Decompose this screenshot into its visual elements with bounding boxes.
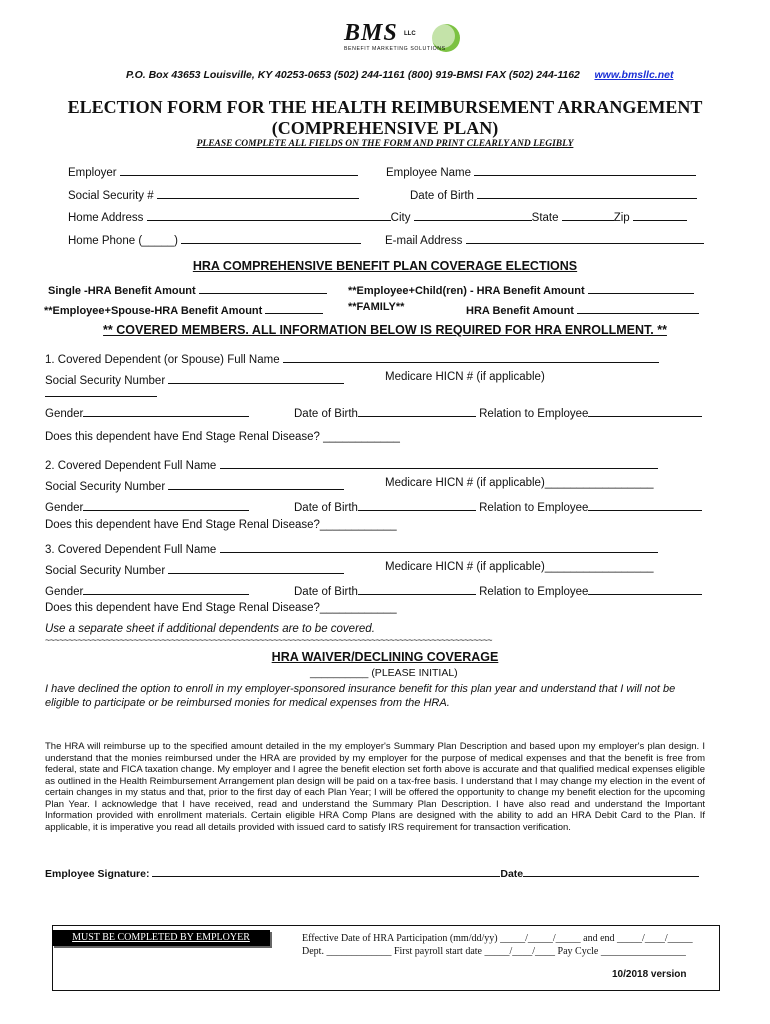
dep1-gender-field[interactable] xyxy=(45,404,249,420)
dep2-dob-label: Date of Birth xyxy=(294,502,358,514)
dep1-dob-line[interactable] xyxy=(358,404,476,417)
dep3-ssn-line[interactable] xyxy=(168,561,344,574)
dep3-gender-line[interactable] xyxy=(83,582,249,595)
employer-section-label-text: MUST BE COMPLETED BY EMPLOYER xyxy=(72,932,250,943)
covered-members-heading: ** COVERED MEMBERS. ALL INFORMATION BELOW IS REQUIRED FOR HRA ENROLLMENT. ** xyxy=(103,323,667,337)
dep3-gender-label: Gender xyxy=(45,586,84,598)
dob-label: Date of Birth xyxy=(410,190,474,202)
dep2-gender-label: Gender xyxy=(45,502,84,514)
dep1-ssn-label: Social Security Number xyxy=(45,375,166,387)
zip-line[interactable] xyxy=(633,208,687,221)
dep3-gender-field[interactable] xyxy=(45,582,249,598)
waiver-initial-field[interactable]: __________ (PLEASE INITIAL) xyxy=(310,667,458,679)
emp-spouse-amount-field[interactable] xyxy=(44,301,323,317)
dep1-dob-label: Date of Birth xyxy=(294,408,358,420)
home-address-line[interactable] xyxy=(147,208,391,221)
dep1-gender-label: Gender xyxy=(45,408,84,420)
emp-spouse-amount-label: **Employee+Spouse-HRA Benefit Amount xyxy=(44,305,263,317)
form-instructions: PLEASE COMPLETE ALL FIELDS ON THE FORM AND PRINT CLEARLY AND LEGIBLY xyxy=(196,139,574,149)
city-line[interactable] xyxy=(414,208,532,221)
ssn-label: Social Security # xyxy=(68,190,154,202)
dep1-medicare-label: Medicare HICN # (if applicable) xyxy=(385,371,545,383)
company-address: P.O. Box 43653 Louisville, KY 40253-0653 (502) 244-1161 (800) 919-BMSI FAX (502) 244-1162 xyxy=(126,69,580,81)
email-line[interactable] xyxy=(466,231,704,244)
dep1-name-line[interactable] xyxy=(283,350,659,363)
employer-line[interactable] xyxy=(120,163,358,176)
dob-field[interactable] xyxy=(410,186,697,202)
dep3-dob-line[interactable] xyxy=(358,582,476,595)
emp-child-amount-line[interactable] xyxy=(588,281,694,294)
employee-name-field[interactable] xyxy=(386,163,696,179)
website-link[interactable]: www.bmsllc.net xyxy=(594,69,674,81)
logo-text: BMS xyxy=(344,20,398,46)
waiver-heading: HRA WAIVER/DECLINING COVERAGE xyxy=(271,650,499,664)
dep3-medicare-field[interactable]: Medicare HICN # (if applicable)_________________ xyxy=(385,561,654,573)
dep3-relation-label: Relation to Employee xyxy=(479,586,589,598)
terms-paragraph: The HRA will reimburse up to the specified amount detailed in the my employer's Summary Plan Description and based upon my employer's plan design. I understand that the monies reimbursed under the HRA are provided by my employer for the purpose of medical expenses and that the benefit is free from federal, state and FICA taxation change. My employer and I agree the benefit election set forth above is accurate and that qualified medical expenses eligible as outlined in the Health Reimbursement Arrangement plan design will be paid on a tax-free basis. I understand that I may change my election in the event of certain changes in my status and that, prior to the first day of each Plan Year; I will be offered the opportunity to change my benefit election for the upcoming Plan Year. I acknowledge that I have received, read and understand the Summary Plan Description. I have also read and understand the Important Information provided with enrollment materials. Certain eligible HRA Comp Plans are designed with the ability to add an HRA Debit Card to the Plan. If applicable, it is imperative you read all details provided with issued card to satisfy IRS requirement for transaction verification. xyxy=(45,741,705,833)
employer-section-label xyxy=(52,930,270,946)
single-amount-label: Single -HRA Benefit Amount xyxy=(48,285,196,297)
dep3-name-field[interactable] xyxy=(45,540,658,556)
dep3-dob-label: Date of Birth xyxy=(294,586,358,598)
dep2-relation-line[interactable] xyxy=(588,498,702,511)
emp-spouse-amount-line[interactable] xyxy=(265,301,323,314)
state-line[interactable] xyxy=(562,208,614,221)
dep2-name-line[interactable] xyxy=(220,456,658,469)
dep2-dob-field[interactable] xyxy=(294,498,702,514)
ssn-line[interactable] xyxy=(157,186,359,199)
home-address-field[interactable] xyxy=(68,208,687,224)
dep2-ssn-label: Social Security Number xyxy=(45,481,166,493)
zip-label: Zip xyxy=(613,212,630,224)
form-title-sub: (COMPREHENSIVE PLAN) xyxy=(271,118,499,138)
employer-field[interactable] xyxy=(68,163,358,179)
logo-tagline: BENEFIT MARKETING SOLUTIONS xyxy=(344,46,446,52)
email-label: E-mail Address xyxy=(385,235,463,247)
dep2-renal-question[interactable]: Does this dependent have End Stage Renal Disease?____________ xyxy=(45,519,397,531)
employee-name-label: Employee Name xyxy=(386,167,472,179)
single-amount-line[interactable] xyxy=(199,281,327,294)
city-label: City xyxy=(390,212,411,224)
dep1-medicare-line[interactable] xyxy=(45,384,157,397)
dep2-relation-label: Relation to Employee xyxy=(479,502,589,514)
state-label: State xyxy=(531,212,559,224)
home-address-label: Home Address xyxy=(68,212,144,224)
family-amount-field[interactable] xyxy=(466,301,699,317)
dep1-relation-label: Relation to Employee xyxy=(479,408,589,420)
dep2-medicare-field[interactable]: Medicare HICN # (if applicable)_________________ xyxy=(385,477,654,489)
dep3-relation-line[interactable] xyxy=(588,582,702,595)
separate-sheet-note: Use a separate sheet if additional dependents are to be covered. xyxy=(45,623,375,635)
emp-child-amount-field[interactable] xyxy=(348,281,694,297)
signature-line[interactable] xyxy=(152,864,500,877)
home-phone-label: Home Phone (_____) xyxy=(68,235,178,247)
dep2-gender-line[interactable] xyxy=(83,498,249,511)
bms-logo xyxy=(344,22,460,56)
waiver-text: I have declined the option to enroll in my employer-sponsored insurance benefit for this plan year and understand that I will not be eligible to participate or be reimbursed monies for medical expenses from the HRA. xyxy=(45,683,676,709)
dep1-renal-question[interactable]: Does this dependent have End Stage Renal Disease? ____________ xyxy=(45,431,400,443)
signature-date-label: Date xyxy=(500,868,524,880)
dep2-dob-line[interactable] xyxy=(358,498,476,511)
family-amount-label: HRA Benefit Amount xyxy=(466,305,574,317)
family-amount-line[interactable] xyxy=(577,301,699,314)
dep1-relation-line[interactable] xyxy=(588,404,702,417)
dept-payroll-field[interactable]: Dept. _____________ First payroll start date _____/____/____ Pay Cycle _________________ xyxy=(302,946,686,957)
dep2-ssn-field[interactable] xyxy=(45,477,344,493)
dep2-gender-field[interactable] xyxy=(45,498,249,514)
logo-suffix: LLC xyxy=(404,31,416,37)
emp-child-amount-label: **Employee+Child(ren) - HRA Benefit Amount xyxy=(348,285,585,297)
tilde-divider: ~~~~~~~~~~~~~~~~~~~~~~~~~~~~~~~~~~~~~~~~~~~~~~~~~~~~~~~~~~~~~~~~~~~~~~~~~~~~~~~~~~~~~~~~~~~~~~~~ xyxy=(45,635,492,645)
dep3-ssn-label: Social Security Number xyxy=(45,565,166,577)
dep3-name-label: 3. Covered Dependent Full Name xyxy=(45,544,217,556)
dep1-name-field[interactable] xyxy=(45,350,659,366)
dep2-name-label: 2. Covered Dependent Full Name xyxy=(45,460,217,472)
form-version: 10/2018 version xyxy=(612,969,687,980)
family-label: **FAMILY** xyxy=(348,301,405,313)
ssn-field[interactable] xyxy=(68,186,359,202)
coverage-heading: HRA COMPREHENSIVE BENEFIT PLAN COVERAGE ELECTIONS xyxy=(192,259,578,273)
dep3-dob-field[interactable] xyxy=(294,582,702,598)
dep3-name-line[interactable] xyxy=(220,540,658,553)
employee-name-line[interactable] xyxy=(474,163,696,176)
employer-label: Employer xyxy=(68,167,117,179)
signature-label: Employee Signature: xyxy=(45,868,150,880)
signature-date-line[interactable] xyxy=(523,864,699,877)
home-phone-line[interactable] xyxy=(181,231,361,244)
dep2-ssn-line[interactable] xyxy=(168,477,344,490)
dep3-ssn-field[interactable] xyxy=(45,561,344,577)
email-field[interactable] xyxy=(385,231,704,247)
dep2-name-field[interactable] xyxy=(45,456,658,472)
signature-field[interactable] xyxy=(45,864,699,880)
dep1-gender-line[interactable] xyxy=(83,404,249,417)
header-address-line xyxy=(126,69,673,81)
dob-line[interactable] xyxy=(477,186,697,199)
effective-date-field[interactable]: Effective Date of HRA Participation (mm/dd/yy) _____/_____/_____ and end _____/____/_____ xyxy=(302,933,693,944)
single-amount-field[interactable] xyxy=(48,281,327,297)
form-title: ELECTION FORM FOR THE HEALTH REIMBURSEMENT ARRANGEMENT xyxy=(67,97,703,117)
dep1-dob-field[interactable] xyxy=(294,404,702,420)
home-phone-field[interactable] xyxy=(68,231,361,247)
dep1-name-label: 1. Covered Dependent (or Spouse) Full Name xyxy=(45,354,280,366)
dep3-renal-question[interactable]: Does this dependent have End Stage Renal Disease?____________ xyxy=(45,602,397,614)
dep1-ssn-line[interactable] xyxy=(168,371,344,384)
